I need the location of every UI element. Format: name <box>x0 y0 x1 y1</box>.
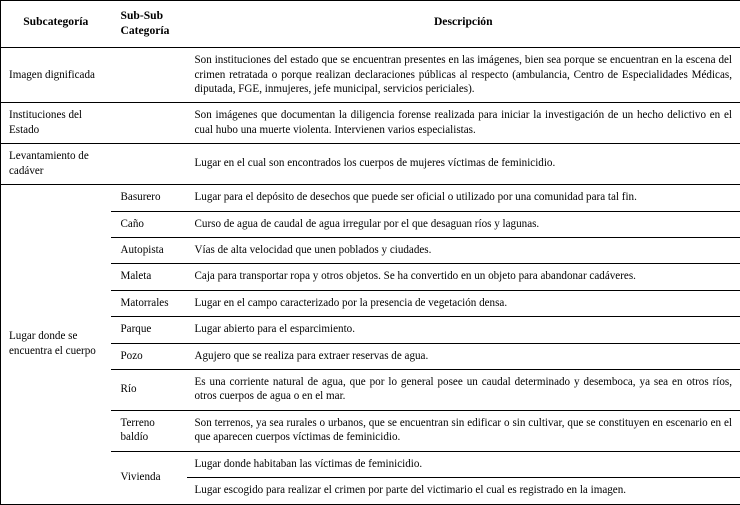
table-row <box>1 211 740 237</box>
cell-descripcion: Lugar en el campo caracterizado por la presencia de vegetación densa. <box>187 290 740 316</box>
cell-sub-sub-categoria <box>111 48 187 103</box>
cell-subcategoria: Instituciones del Estado <box>1 103 111 144</box>
cell-descripcion: Vías de alta velocidad que unen poblados y ciudades. <box>187 237 740 263</box>
column-header-descripcion: Descripción <box>187 1 740 48</box>
cell-sub-sub-categoria: Río <box>111 370 187 411</box>
cell-descripcion: Agujero que se realiza para extraer reservas de agua. <box>187 343 740 369</box>
column-header-sub-sub-categoria-line1: Sub-Sub <box>121 9 164 22</box>
cell-sub-sub-categoria: Autopista <box>111 237 187 263</box>
cell-descripcion: Lugar abierto para el esparcimiento. <box>187 317 740 343</box>
cell-sub-sub-categoria <box>111 103 187 144</box>
table-header <box>1 1 740 48</box>
table-row <box>1 144 740 185</box>
cell-sub-sub-categoria: Terreno baldío <box>111 410 187 451</box>
cell-sub-sub-categoria: Pozo <box>111 343 187 369</box>
cell-descripcion: Es una corriente natural de agua, que por lo general posee un caudal determinado y desemboca, ya sea en otros ríos, otros cuerpos de agua o en el mar. <box>187 370 740 411</box>
table-row <box>1 370 740 411</box>
header-row <box>1 1 740 48</box>
cell-sub-sub-categoria: Matorrales <box>111 290 187 316</box>
column-header-subcategoria: Subcategoría <box>1 1 111 48</box>
cell-sub-sub-categoria: Basurero <box>111 185 187 211</box>
column-header-sub-sub-categoria-line2: Categoría <box>121 24 170 37</box>
table-bottom-border <box>0 504 740 505</box>
cell-subcategoria: Levantamiento de cadáver <box>1 144 111 185</box>
table-row <box>1 410 740 451</box>
cell-descripcion: Lugar para el depósito de desechos que puede ser oficial o utilizado por una comunidad para tal fin. <box>187 185 740 211</box>
table-row <box>1 264 740 290</box>
table-row <box>1 290 740 316</box>
table-row <box>1 343 740 369</box>
table-body <box>1 48 740 504</box>
table-row <box>1 48 740 103</box>
cell-descripcion: Caja para transportar ropa y otros objetos. Se ha convertido en un objeto para abandonar cadáveres. <box>187 264 740 290</box>
table-row <box>1 237 740 263</box>
cell-descripcion: Son instituciones del estado que se encuentran presentes en las imágenes, bien sea porque se encuentran en la escena del crimen retratada o porque realizan declaraciones públicas al respecto (ambulancia, Centro de Especialidades Médicas, diputada, FGE, inmujeres, jefe municipal, servicios periciales). <box>187 48 740 103</box>
table-row <box>1 451 740 477</box>
table-row <box>1 317 740 343</box>
cell-subcategoria: Imagen dignificada <box>1 48 111 103</box>
cell-sub-sub-categoria: Vivienda <box>111 451 187 503</box>
cell-descripcion: Son imágenes que documentan la diligencia forense realizada para iniciar la investigación de un hecho delictivo en el cual hubo una muerte violenta. Intervienen varios especialistas. <box>187 103 740 144</box>
cell-sub-sub-categoria: Caño <box>111 211 187 237</box>
cell-descripcion: Lugar escogido para realizar el crimen por parte del victimario el cual es registrado en la imagen. <box>187 478 740 504</box>
cell-sub-sub-categoria: Maleta <box>111 264 187 290</box>
cell-sub-sub-categoria <box>111 144 187 185</box>
cell-descripcion: Son terrenos, ya sea rurales o urbanos, que se encuentran sin edificar o sin cultivar, que se constituyen en escenario en el que aparecen cuerpos víctimas de feminicidio. <box>187 410 740 451</box>
cell-descripcion: Lugar donde habitaban las víctimas de feminicidio. <box>187 451 740 477</box>
cell-sub-sub-categoria: Parque <box>111 317 187 343</box>
table-row <box>1 103 740 144</box>
table-row <box>1 185 740 211</box>
cell-descripcion: Lugar en el cual son encontrados los cuerpos de mujeres víctimas de feminicidio. <box>187 144 740 185</box>
cell-descripcion: Curso de agua de caudal de agua irregular por el que desaguan ríos y lagunas. <box>187 211 740 237</box>
column-header-sub-sub-categoria <box>111 1 187 48</box>
cell-subcategoria-grouped: Lugar donde se encuentra el cuerpo <box>1 185 111 504</box>
